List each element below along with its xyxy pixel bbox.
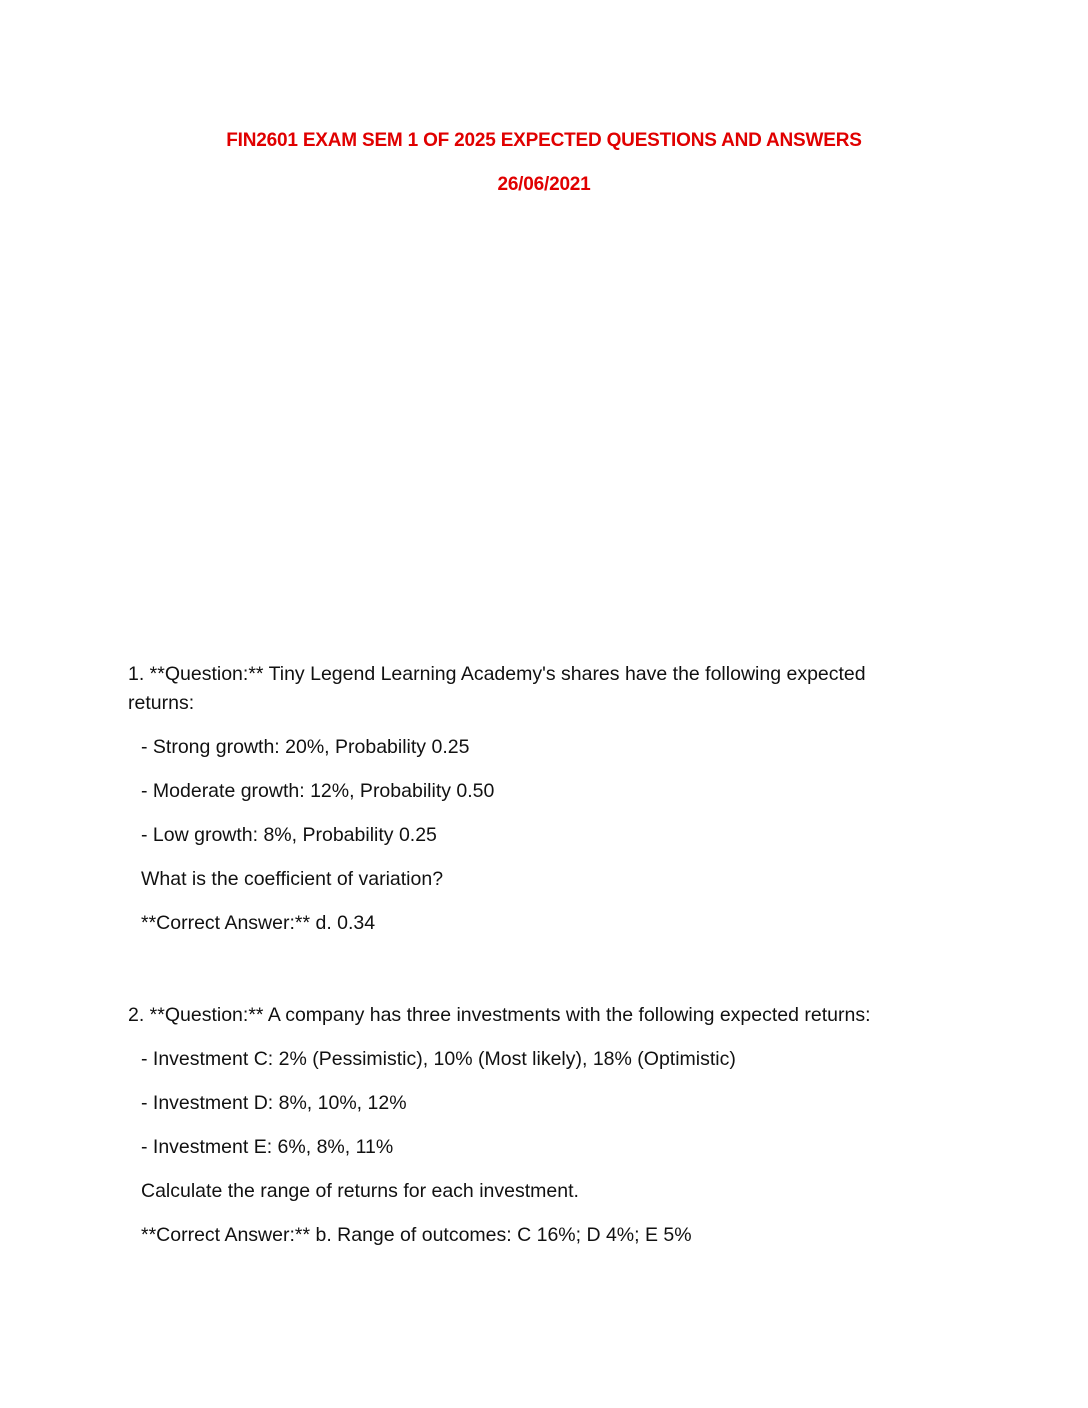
- correct-answer: **Correct Answer:** b. Range of outcomes: C 16%; D 4%; E 5%: [141, 1224, 692, 1246]
- question-option: - Moderate growth: 12%, Probability 0.50: [141, 780, 495, 802]
- document-title: FIN2601 EXAM SEM 1 OF 2025 EXPECTED QUESTIONS AND ANSWERS: [226, 130, 862, 151]
- correct-answer: **Correct Answer:** d. 0.34: [141, 912, 376, 934]
- question-option: - Strong growth: 20%, Probability 0.25: [141, 736, 470, 758]
- document-date: 26/06/2021: [497, 174, 591, 195]
- question-option: - Investment C: 2% (Pessimistic), 10% (Most likely), 18% (Optimistic): [141, 1048, 736, 1070]
- question-text: 2. **Question:** A company has three investments with the following expected returns:: [128, 1004, 871, 1026]
- question-2: [128, 1001, 928, 1250]
- question-option: - Investment D: 8%, 10%, 12%: [141, 1092, 407, 1114]
- question-prompt: What is the coefficient of variation?: [141, 868, 444, 890]
- question-text: 1. **Question:** Tiny Legend Learning Academy's shares have the following expected returns:: [128, 663, 866, 714]
- question-prompt: Calculate the range of returns for each investment.: [141, 1180, 579, 1202]
- question-option: - Low growth: 8%, Probability 0.25: [141, 824, 437, 846]
- question-1: [128, 660, 928, 938]
- question-option: - Investment E: 6%, 8%, 11%: [141, 1136, 394, 1158]
